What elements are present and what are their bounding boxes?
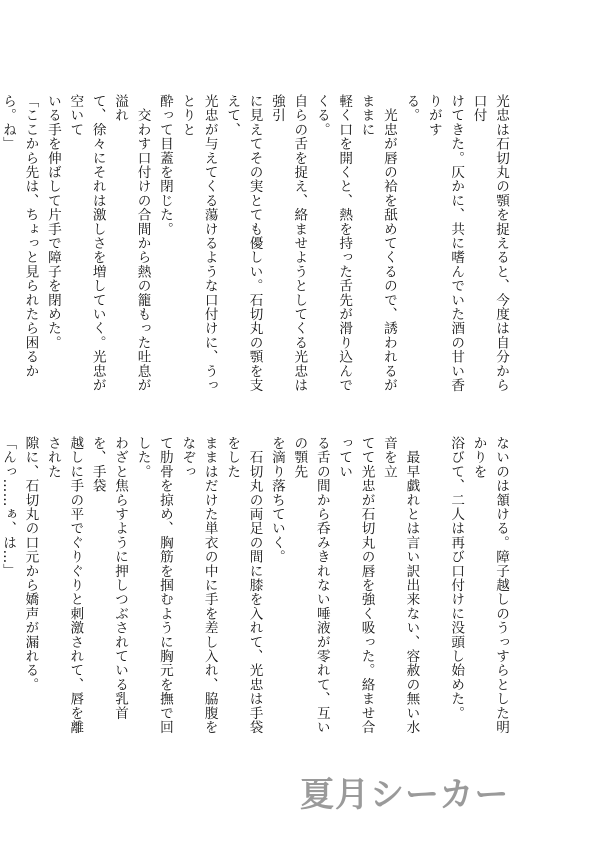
- text-line: 軽く口を開くと、熱を持った舌先が滑り込んでくる。: [313, 94, 353, 393]
- lower-text-block: [0, 436, 512, 744]
- circle-name-footer: 夏月シーカー: [300, 775, 510, 815]
- text-line: て肋骨を掠め、胸筋を掴むように胸元を撫で回した。: [134, 436, 173, 735]
- text-line: 交わす口付けの合間から熱の籠もった吐息が溢れ: [112, 94, 151, 393]
- text-line: わざと焦らすように押しつぶされている乳首を、手袋: [89, 436, 129, 720]
- text-line: 「んっ……ぁ、は…」: [0, 436, 17, 578]
- text-line: て、徐々にそれは激しさを増していく。光忠が空いて: [67, 94, 106, 393]
- text-line: 光忠は石切丸の顎を捉えると、今度は自分から口付: [470, 94, 509, 393]
- text-line: 越しに手の平でぐりぐりと刺激されて、唇を離された: [44, 436, 84, 735]
- text-line: ままはだけた単衣の中に手を差し入れ、脇腹をなぞっ: [179, 436, 218, 735]
- text-line: けてきた。仄かに、共に嗜んでいた酒の甘い香りがす: [425, 94, 465, 393]
- upper-text-block: [0, 94, 512, 406]
- text-line: 石切丸の両足の間に膝を入れて、光忠は手袋をした: [224, 436, 263, 735]
- text-line: に見えてその実とても優しい。石切丸の顎を支えて、: [224, 94, 263, 393]
- text-line: 酔って目蓋を閉じた。: [156, 94, 173, 236]
- text-line: 自らの舌を捉え、絡ませようとしてくる光忠は強引: [268, 94, 308, 393]
- text-line: いる手を伸ばして片手で障子を閉めた。: [44, 94, 61, 350]
- text-line: 浴びて、二人は再び口付けに没頭し始めた。: [448, 436, 465, 720]
- text-line: を滴り落ちていく。: [268, 436, 285, 564]
- text-line: ないのは頷ける。障子越しのうっすらとした明かりを: [470, 436, 509, 735]
- text-line: る舌の間から呑みきれない唾液が零れて、互いの顎先: [291, 436, 330, 735]
- text-line: 最早戯れとは言い訳出来ない、容赦の無い水音を立: [380, 436, 420, 735]
- text-line: る。: [403, 94, 420, 123]
- text-line: 「ここから先は、ちょっと見られたら困るから。ね」: [0, 94, 39, 378]
- text-line: [422, 436, 444, 744]
- text-line: 隙に、石切丸の口元から嬌声が漏れる。: [22, 436, 39, 692]
- text-line: 光忠が唇の袷を舐めてくるので、誘われるがままに: [358, 94, 397, 393]
- text-line: 光忠が与えてくる蕩けるような口付けに、うっとりと: [179, 94, 218, 393]
- text-line: てて光忠が石切丸の唇を強く吸った。絡ませ合ってい: [336, 436, 375, 735]
